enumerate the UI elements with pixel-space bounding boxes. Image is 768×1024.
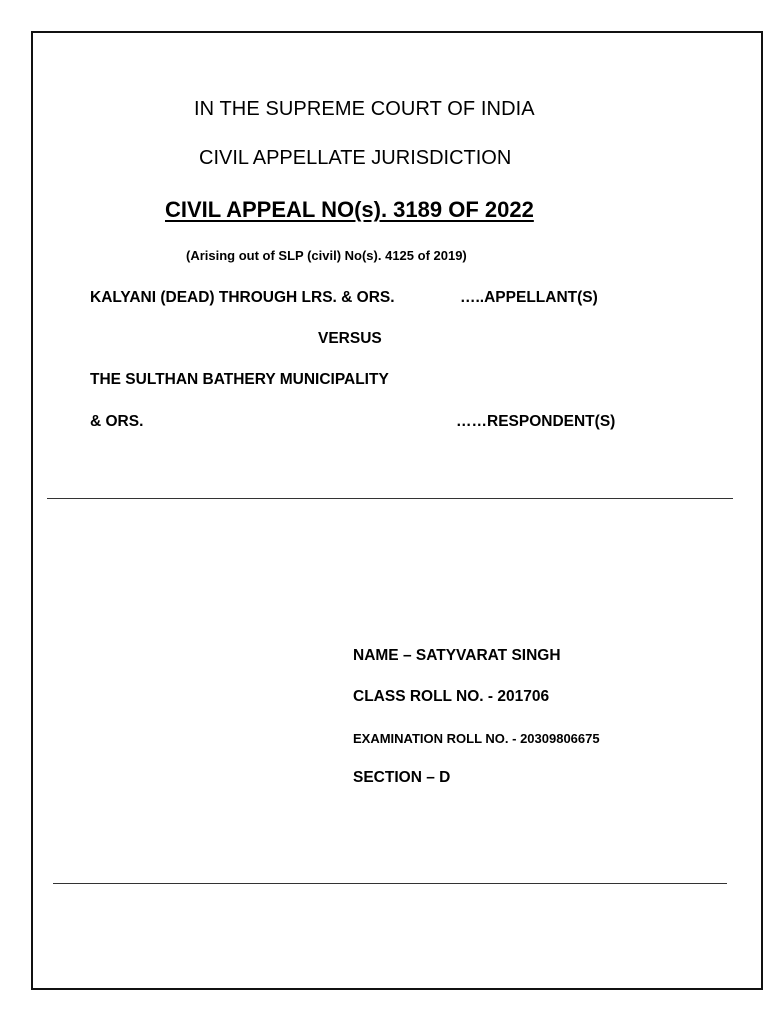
appellant-label: …..APPELLANT(S) — [460, 289, 598, 306]
versus-label: VERSUS — [318, 330, 382, 347]
divider-bottom — [53, 883, 727, 884]
respondent-label: ……RESPONDENT(S) — [456, 413, 616, 430]
jurisdiction-heading: CIVIL APPELLATE JURISDICTION — [199, 147, 512, 169]
divider-top — [47, 498, 733, 499]
appellant-name: KALYANI (DEAD) THROUGH LRS. & ORS. — [90, 289, 395, 306]
respondent-name-line-2: & ORS. — [90, 413, 144, 430]
student-name: NAME – SATYVARAT SINGH — [353, 647, 561, 664]
examination-roll-number: EXAMINATION ROLL NO. - 20309806675 — [353, 731, 600, 746]
class-roll-number: CLASS ROLL NO. - 201706 — [353, 688, 550, 705]
page-border — [31, 31, 763, 990]
respondent-name-line-1: THE SULTHAN BATHERY MUNICIPALITY — [90, 371, 389, 388]
section-label: SECTION – D — [353, 769, 451, 786]
appeal-number: CIVIL APPEAL NO(s). 3189 OF 2022 — [165, 197, 534, 222]
arising-from-note: (Arising out of SLP (civil) No(s). 4125 of 2019) — [186, 248, 467, 263]
court-title: IN THE SUPREME COURT OF INDIA — [194, 98, 535, 120]
